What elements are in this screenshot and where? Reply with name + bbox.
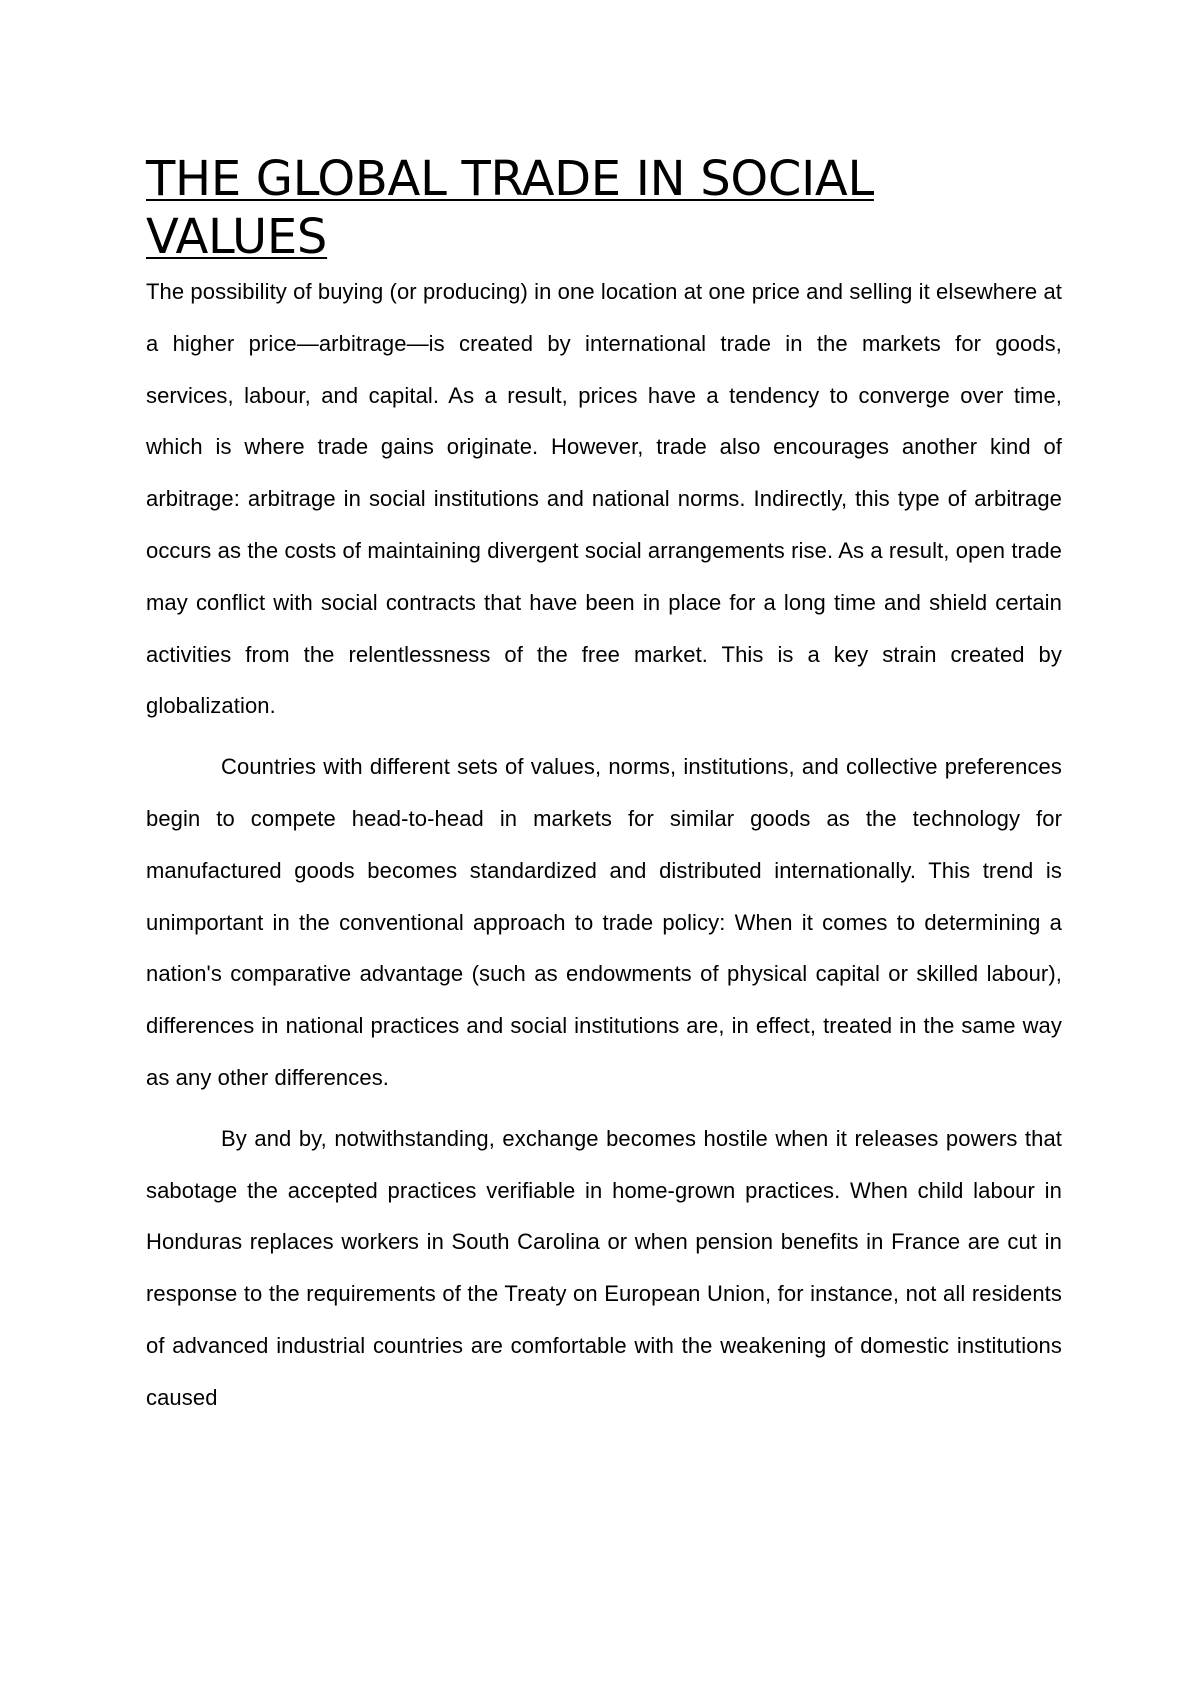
paragraph-2: Countries with different sets of values, norms, institutions, and collective preferences begin to compete head-to-head in markets for similar goods as the technology for manufactured goods becomes standardized and distributed internationally. This trend is unimportant in the conventional approach to trade policy: When it comes to determining a nation's comparative advantage (such as endowments of physical capital or skilled labour), differences in national practices and social institutions are, in effect, treated in the same way as any other differences. <box>146 754 1062 1090</box>
paragraph-1: The possibility of buying (or producing) in one location at one price and selling it elsewhere at a higher price—arbitrage—is created by international trade in the markets for goods, services, labour, and capital. As a result, prices have a tendency to converge over time, which is where trade gains originate. However, trade also encourages another kind of arbitrage: arbitrage in social institutions and national norms. Indirectly, this type of arbitrage occurs as the costs of maintaining divergent social arrangements rise. As a result, open trade may conflict with social contracts that have been in place for a long time and shield certain activities from the relentlessness of the free market. This is a key strain created by globalization. <box>146 279 1062 719</box>
document-title: THE GLOBAL TRADE IN SOCIAL VALUES <box>146 151 874 265</box>
paragraph-3: By and by, notwithstanding, exchange becomes hostile when it releases powers that sabotage the accepted practices verifiable in home-grown practices. When child labour in Honduras replaces workers in South Carolina or when pension benefits in France are cut in response to the requirements of the Treaty on European Union, for instance, not all residents of advanced industrial countries are comfortable with the weakening of domestic institutions caused <box>146 1125 1062 1410</box>
document-body <box>146 150 1062 1424</box>
